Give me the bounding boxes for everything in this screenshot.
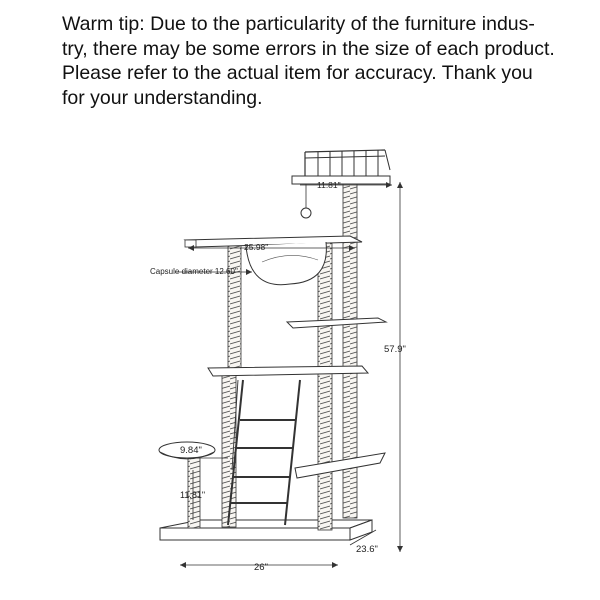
hanging-ball-toy <box>301 184 311 218</box>
tip-line-2: try, there may be some errors in the size of each product. <box>62 37 555 60</box>
lower-platform <box>295 453 385 478</box>
post-center <box>318 243 332 530</box>
label-top-perch: 11.81" <box>317 180 341 190</box>
label-total-height: 57.9" <box>384 344 406 355</box>
label-lower-post: 11.81" <box>180 490 206 500</box>
label-round-perch: 9.84" <box>180 445 202 456</box>
tip-line-4: for your understanding. <box>62 86 263 109</box>
post-left-middle <box>222 375 236 527</box>
label-depth: 23.6" <box>356 544 378 555</box>
top-perch <box>292 150 390 184</box>
right-shelf <box>287 318 386 328</box>
label-width: 26" <box>254 562 268 573</box>
post-left-upper <box>228 243 241 369</box>
label-upper-platform: 25.98" <box>244 242 269 252</box>
ladder <box>228 380 300 525</box>
label-capsule-diameter: Capsule diameter 12.60" <box>150 267 238 276</box>
tip-line-3: Please refer to the actual item for accuracy. Thank you <box>62 62 533 84</box>
tip-line-1: Warm tip: Due to the particularity of the furniture indus- <box>62 13 535 35</box>
